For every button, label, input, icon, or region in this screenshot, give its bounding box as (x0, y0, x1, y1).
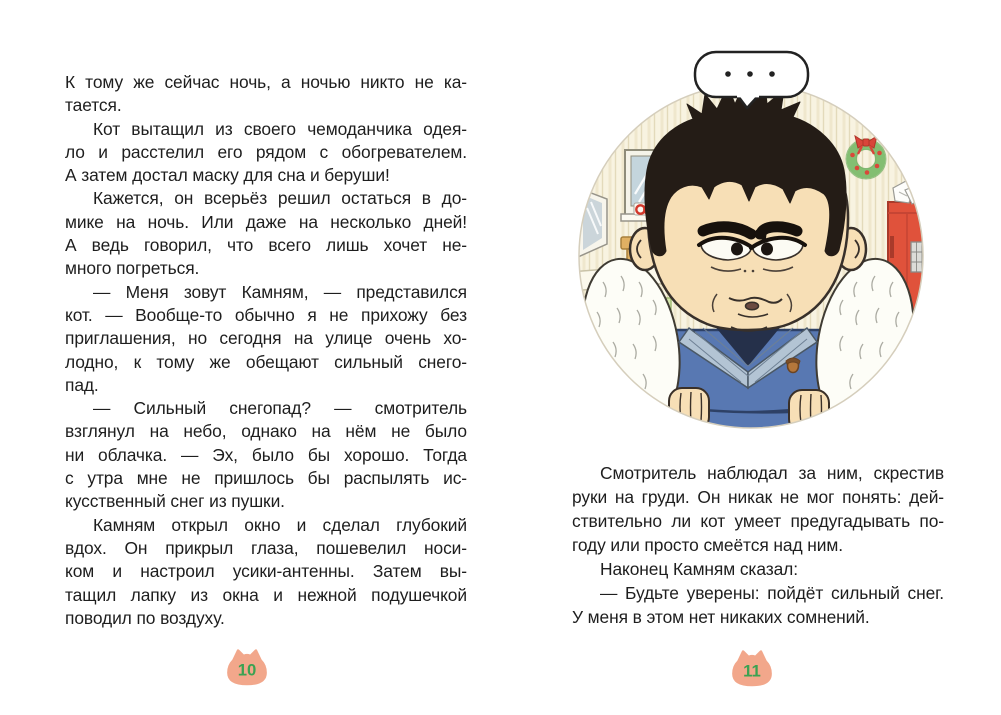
text-line: ни облачка. — Эх, было бы хорошо. Тогда (65, 444, 467, 465)
text-line: вдох. Он прикрыл глаза, пошевелил носи- (65, 537, 467, 558)
text-line: кот. — Вообще-то обычно я не прихожу без (65, 304, 467, 325)
text-line: Кажется, он всерьёз решил остаться в до- (93, 188, 467, 209)
text-line: А ведь говорил, что всего лишь хочет не- (65, 235, 467, 256)
text-line: руки на груди. Он никак не мог понять: дей- (572, 487, 944, 507)
hand (789, 390, 829, 432)
text-line: тается. (65, 95, 122, 116)
text-line: ствительно ли кот умеет предугадывать по- (572, 511, 944, 531)
text-line: Камням открыл окно и сделал глубокий (93, 514, 467, 535)
text-line: ком и настроил усики-антенны. Затем вы- (65, 561, 467, 582)
text-line: кусственный снег из пушки. (65, 491, 285, 512)
page-number-badge-right (729, 648, 775, 688)
text-line: тащил лапку из окна и нежной подушечкой (65, 584, 467, 605)
text-line: лодно, к тому же обещают сильный снего- (65, 351, 467, 372)
text-line: Кот вытащил из своего чемоданчика одея- (93, 118, 467, 139)
text-line: — Будьте уверены: пойдёт сильный снег. (600, 583, 944, 603)
page-number: 10 (237, 660, 257, 680)
text-line: много погреться. (65, 258, 200, 279)
text-line: А затем достал маску для сна и беруши! (65, 165, 390, 186)
text-line: К тому же сейчас ночь, а ночью никто не ка- (65, 72, 467, 92)
page-number: 11 (743, 661, 761, 681)
text-line: взглянул на небо, однако на нём не было (65, 421, 467, 442)
text-line: с утра мне не пришлось бы распылять ис- (65, 468, 467, 489)
acorn-pin (786, 358, 800, 373)
text-line: У меня в этом нет никаких сомнений. (572, 607, 870, 627)
page-number-badge-left (224, 647, 270, 687)
text-line: Наконец Камням сказал: (600, 559, 798, 579)
illustration-grumpy-caretaker (541, 36, 961, 456)
text-line: ло и расстелил его рядом с обогревателем. (65, 141, 467, 162)
right-page-text-column (572, 461, 944, 629)
text-line: — Меня зовут Камням, — представился (93, 281, 467, 302)
text-line: Смотритель наблюдал за ним, скрестив (600, 463, 944, 483)
text-line: пад. (65, 374, 99, 395)
text-line: мике на ночь. Или даже на несколько дней! (65, 211, 467, 232)
text-line: году или просто смеётся над ним. (572, 535, 843, 555)
hand (669, 388, 709, 430)
text-line: — Сильный снегопад? — смотритель (93, 398, 467, 419)
text-line: приглашения, но сегодня на улице очень хо- (65, 328, 467, 349)
left-page-text-column (65, 71, 467, 630)
text-line: поводил по воздуху. (65, 607, 225, 628)
